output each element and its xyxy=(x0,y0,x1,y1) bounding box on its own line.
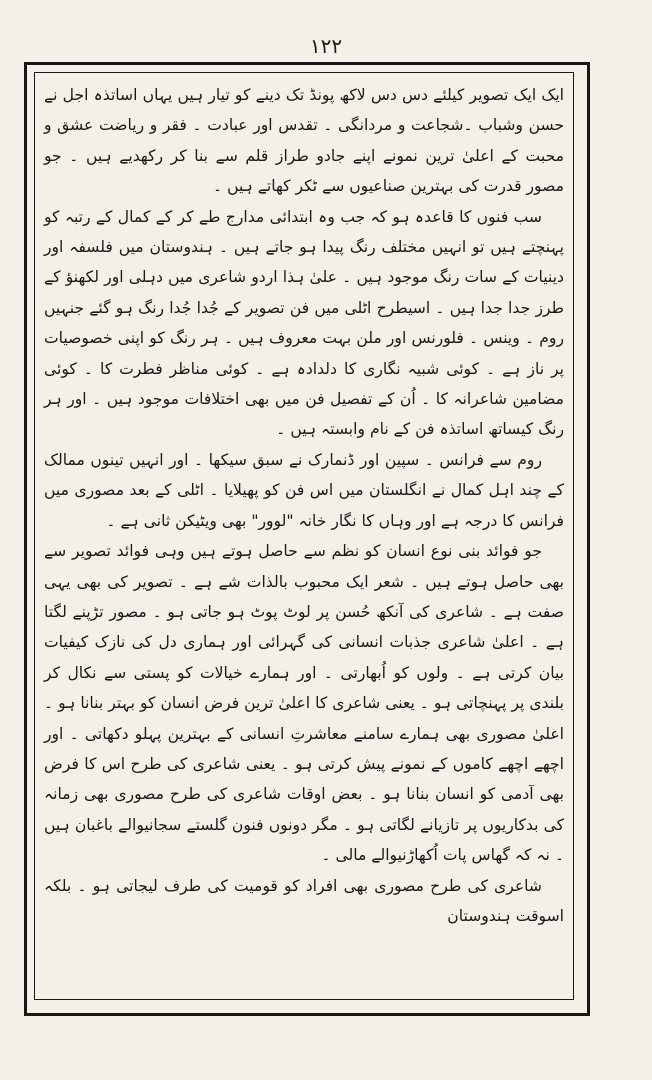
paragraph-5: شاعری کی طرح مصوری بھی افراد کو قومیت کی طرف لیجاتی ہو ۔ بلکہ اسوقت ہندوستان xyxy=(44,876,564,925)
paragraph-3: روم سے فرانس ۔ سپین اور ڈنمارک نے سبق سیکھا ۔ اور انہیں تینوں ممالک کے چند اہل کمال نے انگلستان میں اس فن کو پھیلایا ۔ اٹلی کے بعد مصوری میں فرانس کا درجہ ہے اور وہاں کا نگار خانہ "لوور" بھی ویٹیکن ثانی ہے ۔ xyxy=(44,450,564,530)
paragraph-4: جو فوائد بنی نوع انسان کو نظم سے حاصل ہوتے ہیں وہی فوائد تصویر سے بھی حاصل ہوتے ہیں ۔ شعر ایک محبوب بالذات شے ہے ۔ تصویر کی بھی یہی صفت ہے ۔ شاعری کی آنکھ حُسن پر لوٹ پوٹ ہو جاتی ہو ۔ مصور تڑپنے لگتا ہے ۔ اعلیٰ شاعری جذبات انسانی کی گہرائی اور ہماری دل کی نازک کیفیات بیان کرتی ہے ۔ ولوں کو اُبھارتی ۔ اور ہمارے خیالات کو پستی سے نکال کر بلندی پر پہنچاتی ہو ۔ یعنی شاعری کا اعلیٰ ترین فرض انسان کو بہتر بنانا ہو ۔ اعلیٰ مصوری بھی ہمارے سامنے معاشرتِ انسانی کے بہترین پہلو دکھاتی ۔ اور اچھے اچھے کاموں کے نمونے پیش کرتی ہو ۔ یعنی شاعری کی طرح اس کا فرض بھی آدمی کو انسان بنانا ہو ۔ بعض اوقات شاعری کی طرح مصوری بھی زمانہ کی بدکاریوں پر تازیانے لگاتی ہو ۔ مگر دونوں فنون گلستے سجانیوالے باغبان ہیں ۔ نہ کہ گھاس پات اُکھاڑنیوالے مالی ۔ xyxy=(44,542,564,865)
body-text xyxy=(44,80,564,990)
paragraph-1: ایک ایک تصویر کیلئے دس دس لاکھ پونڈ تک دینے کو تیار ہیں یہاں اساتذہ اجل نے حسن وشباب ۔شجاعت و مردانگی ۔ تقدس اور عبادت ۔ فقر و ریاضت عشق و محبت کے اعلیٰ ترین نمونے اپنے جادو طراز قلم سے بنا کر رکھدیے ہیں ۔ جو مصور قدرت کی بہترین صناعیوں سے ٹکر کھاتے ہیں ۔ xyxy=(44,86,564,196)
page-number: ۱۲۲ xyxy=(309,34,343,58)
paragraph-2: سب فنوں کا قاعدہ ہو کہ جب وہ ابتدائی مدارج طے کر کے کمال کے رتبہ کو پہنچتے ہیں تو انہیں مختلف رنگ پیدا ہو جاتے ہیں ۔ ہندوستان میں فلسفہ اور دینیات کے سات رنگ موجود ہیں ۔ علیٰ ہذا اردو شاعری میں دہلی اور لکھنؤ کے طرز جدا جدا ہیں ۔ اسیطرح اٹلی میں فن تصویر کے جُدا جُدا رنگ ہو گئے جنہیں روم ۔ وینس ۔ فلورنس اور ملن بہت معروف ہیں ۔ ہر رنگ کو اپنی خصوصیات پر ناز ہے ۔ کوئی شبیہ نگاری کا دلدادہ ہے ۔ کوئی مناظر فطرت کا ۔ کوئی مضامین شاعرانہ کا ۔ اُن کے تفصیل فن میں بھی اختلافات موجود ہیں ۔ اور ہر رنگ کیساتھ اساتذہ فن کے نام وابستہ ہیں ۔ xyxy=(44,207,564,439)
